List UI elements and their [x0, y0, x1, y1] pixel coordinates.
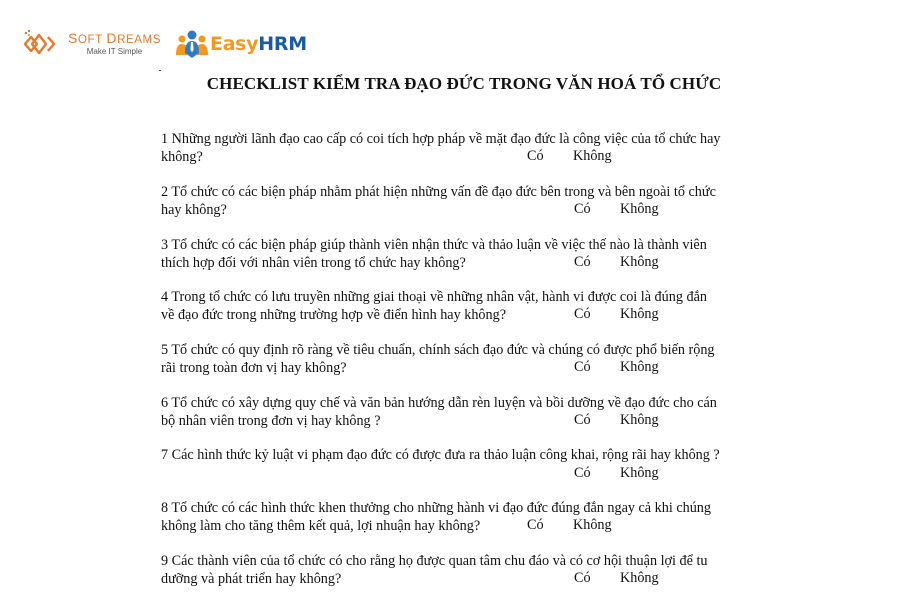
question-text-line1: 8 Tổ chức có các hình thức khen thưởng cho những hành vi đạo đức đúng đắn ngay cả khi chúng	[161, 500, 711, 516]
answer-options-8	[527, 517, 612, 534]
question-text-line2: không?	[161, 149, 203, 165]
question-text-line1: 3 Tổ chức có các biện pháp giúp thành viên nhận thức và thảo luận về việc thế nào là thành viên	[161, 237, 707, 253]
checklist-question-9	[161, 552, 771, 588]
softdreams-mark-icon	[22, 29, 64, 59]
answer-no[interactable]: Không	[620, 306, 659, 322]
answer-options-9	[574, 570, 659, 587]
answer-yes[interactable]: Có	[527, 517, 544, 533]
document-title: CHECKLIST KIỂM TRA ĐẠO ĐỨC TRONG VĂN HOÁ TỔ CHỨC	[206, 74, 722, 93]
easyhrm-logo	[175, 29, 307, 59]
header-logos	[22, 27, 307, 61]
checklist-question-1	[161, 130, 771, 166]
question-text-line2: dưỡng và phát triển hay không?	[161, 571, 342, 587]
question-text-line1: 6 Tổ chức có xây dựng quy chế và văn bản hướng dẫn rèn luyện và bồi dưỡng về đạo đức cho cán	[161, 395, 717, 411]
answer-no[interactable]: Không	[620, 201, 659, 217]
answer-no[interactable]: Không	[620, 465, 659, 481]
answer-yes[interactable]: Có	[574, 465, 591, 481]
answer-no[interactable]: Không	[620, 570, 659, 586]
checklist-question-7	[161, 446, 771, 464]
question-text-line2: bộ nhân viên trong đơn vị hay không ?	[161, 413, 381, 429]
answer-options-3	[574, 254, 659, 271]
checklist-question-3	[161, 236, 771, 272]
checklist-question-6	[161, 394, 771, 430]
question-text-line2: về đạo đức trong những trường hợp về điển hình hay không?	[161, 307, 507, 323]
answer-options-7	[574, 465, 659, 482]
answer-no[interactable]: Không	[620, 254, 659, 270]
answer-yes[interactable]: Có	[574, 254, 591, 270]
question-text-line1: 1 Những người lãnh đạo cao cấp có coi tích hợp pháp về mặt đạo đức là công việc của tổ chức hay	[161, 131, 721, 147]
stray-mark	[159, 70, 161, 71]
question-text-line1: 2 Tổ chức có các biện pháp nhằm phát hiện những vấn đề đạo đức bên trong và bên ngoài tổ chức	[161, 184, 716, 200]
answer-no[interactable]: Không	[573, 148, 612, 164]
softdreams-logo	[22, 29, 161, 59]
easyhrm-wordmark: EasyHRM	[209, 33, 307, 55]
question-text-line1: 4 Trong tổ chức có lưu truyền những giai thoại về những nhân vật, hành vi được coi là đúng đắn	[161, 289, 707, 305]
answer-no[interactable]: Không	[620, 359, 659, 375]
answer-options-4	[574, 306, 659, 323]
question-text-line1: 5 Tổ chức có quy định rõ ràng về tiêu chuẩn, chính sách đạo đức và chúng có được phổ biến rộng	[161, 342, 715, 358]
answer-options-1	[527, 148, 612, 165]
question-text-line2: hay không?	[161, 202, 227, 218]
answer-yes[interactable]: Có	[574, 306, 591, 322]
answer-yes[interactable]: Có	[574, 201, 591, 217]
question-text-line2: không làm cho tăng thêm kết quả, lợi nhuận hay không?	[161, 518, 481, 534]
answer-options-5	[574, 359, 659, 376]
answer-yes[interactable]: Có	[574, 570, 591, 586]
question-text-line1: 9 Các thành viên của tổ chức có cho rằng họ được quan tâm chu đáo và có cơ hội thuận lợi để tu	[161, 553, 708, 569]
question-text-line2: rãi trong toàn đơn vị hay không?	[161, 360, 347, 376]
question-text-line2: thích hợp đối với nhân viên trong tổ chức hay không?	[161, 255, 466, 271]
question-text-line1: 7 Các hình thức kỷ luật vi phạm đạo đức có được đưa ra thảo luận công khai, rộng rãi hay không ?	[161, 447, 720, 463]
checklist-question-8	[161, 499, 771, 535]
answer-yes[interactable]: Có	[574, 412, 591, 428]
softdreams-name: SOFT DREAMS	[68, 29, 161, 46]
easyhrm-people-icon	[175, 29, 209, 59]
answer-yes[interactable]: Có	[574, 359, 591, 375]
answer-options-2	[574, 201, 659, 218]
answer-options-6	[574, 412, 659, 429]
softdreams-tagline: Make IT Simple	[86, 46, 143, 56]
checklist-question-2	[161, 183, 771, 219]
answer-no[interactable]: Không	[573, 517, 612, 533]
answer-no[interactable]: Không	[620, 412, 659, 428]
checklist-question-5	[161, 341, 771, 377]
checklist-question-4	[161, 288, 771, 324]
answer-yes[interactable]: Có	[527, 148, 544, 164]
